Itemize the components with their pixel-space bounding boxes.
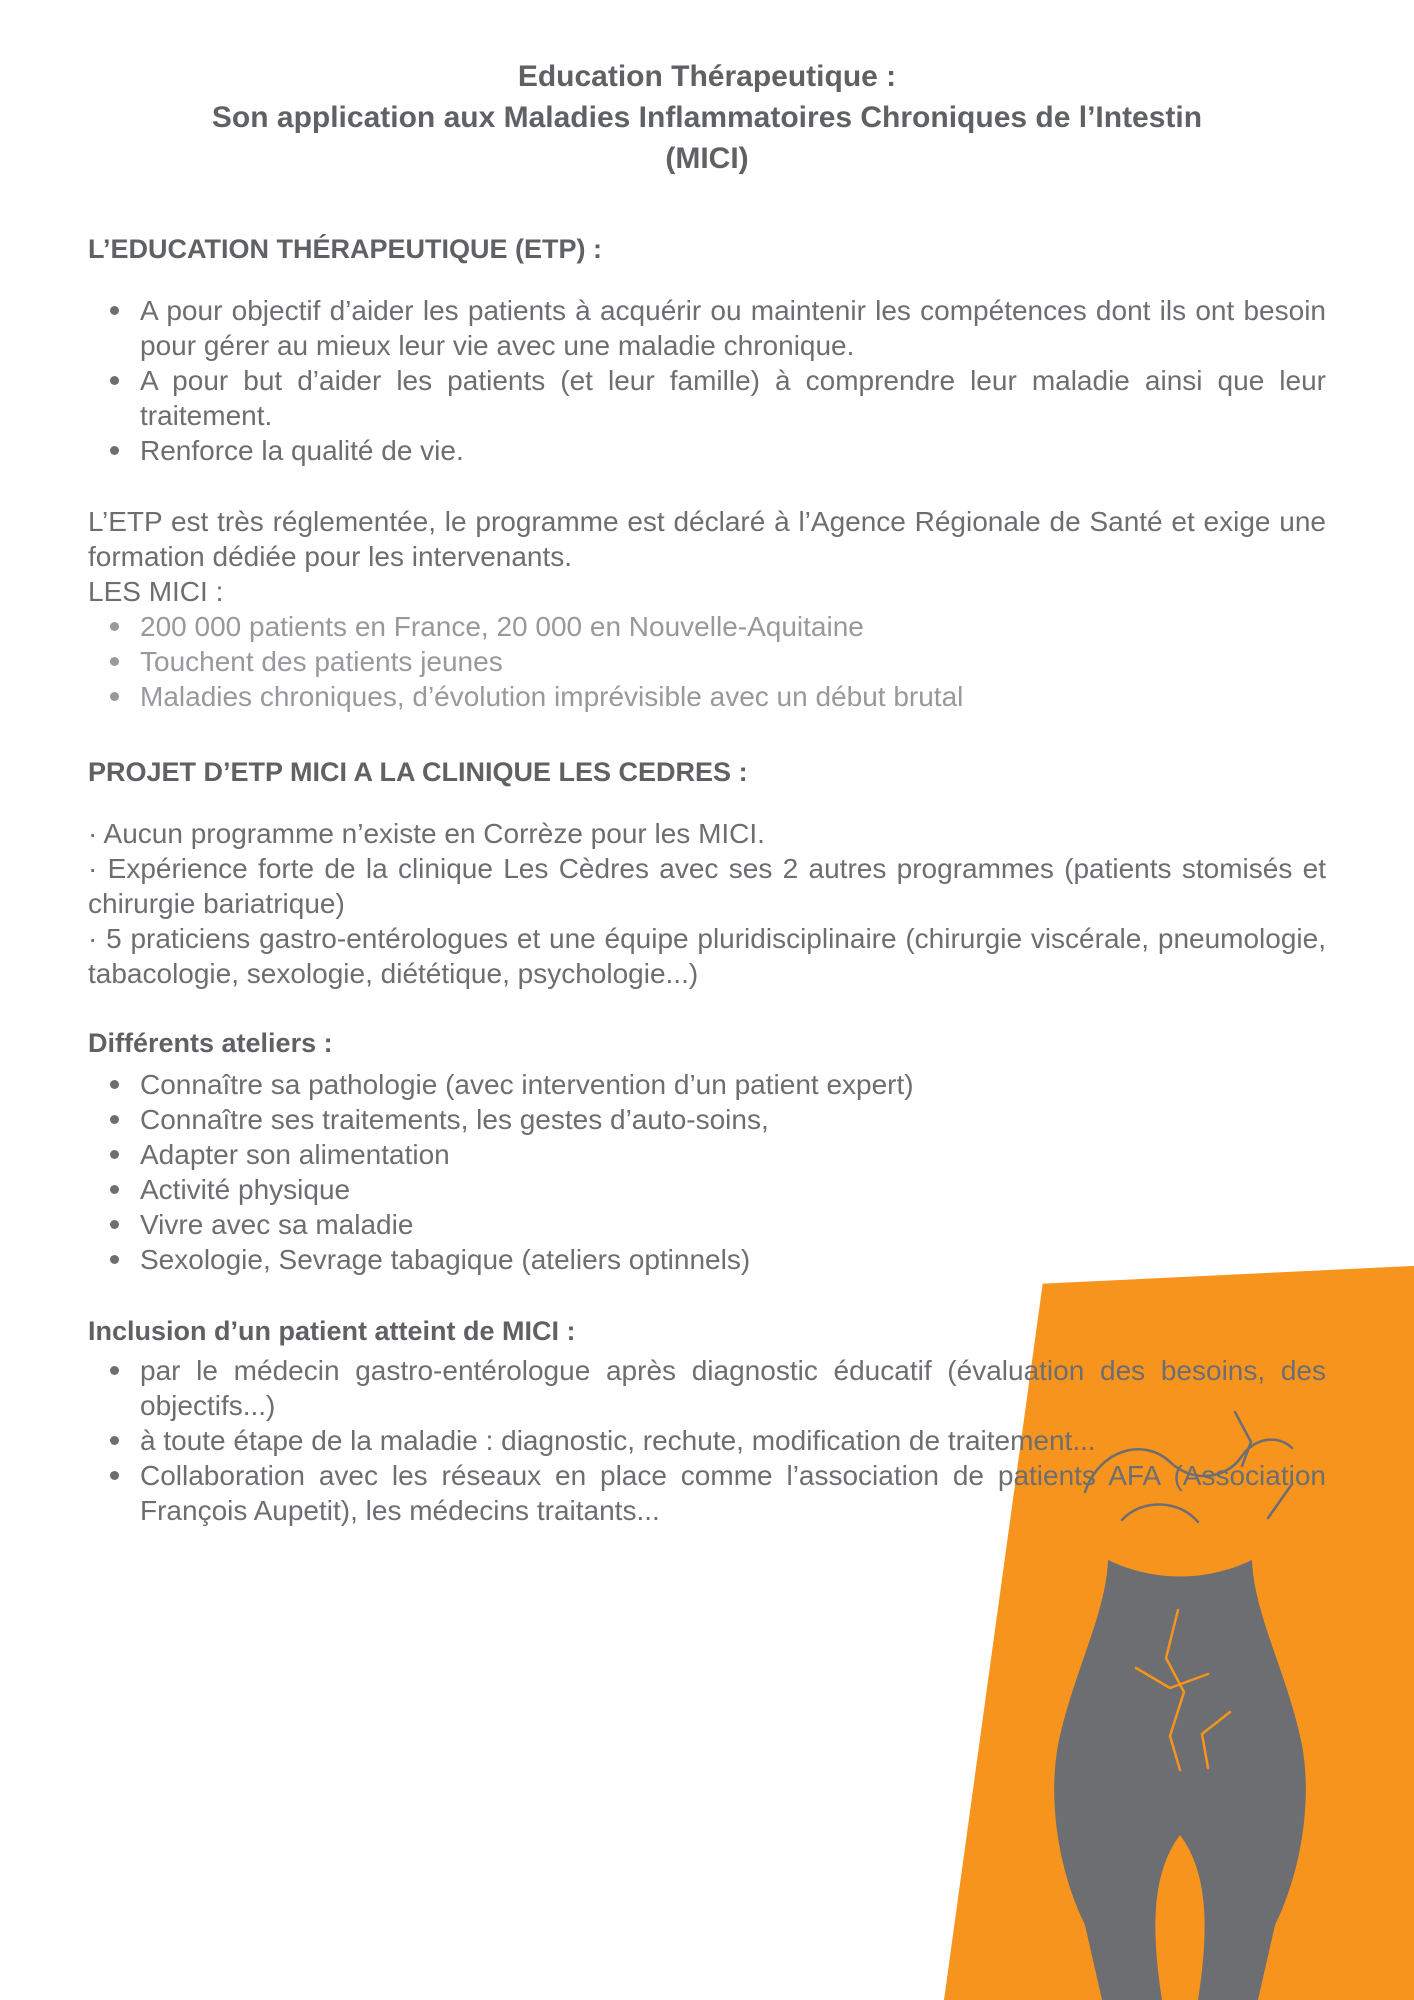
list-item: Activité physique	[88, 1172, 1326, 1207]
projet-item-list	[88, 816, 1326, 991]
projet-item: · 5 praticiens gastro-entérologues et une équipe pluridisciplinaire (chirurgie viscérale, pneumologie, tabacologie, sexologie, diététique, psychologie...)	[88, 923, 1326, 989]
document-title	[88, 0, 1326, 179]
title-line-1: Education Thérapeutique :	[517, 60, 897, 93]
section-etp	[88, 231, 1326, 714]
list-item: Connaître sa pathologie (avec intervention d’un patient expert)	[88, 1067, 1326, 1102]
projet-item: · Aucun programme n’existe en Corrèze pour les MICI.	[88, 818, 765, 849]
ateliers-bullet-list	[88, 1067, 1326, 1277]
list-item: par le médecin gastro-entérologue après diagnostic éducatif (évaluation des besoins, des objectifs...)	[88, 1353, 1326, 1423]
title-line-3: (MICI)	[665, 142, 749, 175]
mici-facts-list	[88, 609, 1326, 714]
list-item: Touchent des patients jeunes	[88, 644, 1326, 679]
list-item: Sexologie, Sevrage tabagique (ateliers optinnels)	[88, 1242, 1326, 1277]
title-line-2: Son application aux Maladies Inflammatoires Chroniques de l’Intestin	[211, 101, 1203, 134]
projet-heading: PROJET D’ETP MICI A LA CLINIQUE LES CEDRES :	[88, 757, 748, 787]
ateliers-heading: Différents ateliers :	[88, 1028, 333, 1058]
etp-heading: L’EDUCATION THÉRAPEUTIQUE (ETP) :	[88, 234, 603, 264]
section-inclusion	[88, 1313, 1326, 1528]
list-item: Vivre avec sa maladie	[88, 1207, 1326, 1242]
projet-item: · Expérience forte de la clinique Les Cèdres avec ses 2 autres programmes (patients stomisés et chirurgie bariatrique)	[88, 853, 1326, 919]
list-item: A pour but d’aider les patients (et leur famille) à comprendre leur maladie ainsi que leur traitement.	[88, 363, 1326, 433]
etp-regulation-paragraph: L’ETP est très réglementée, le programme est déclaré à l’Agence Régionale de Santé et exige une formation dédiée pour les intervenants.	[88, 506, 1326, 572]
list-item: Renforce la qualité de vie.	[88, 433, 1326, 468]
list-item: Collaboration avec les réseaux en place comme l’association de patients AFA (Association François Aupetit), les médecins traitants...	[88, 1458, 1326, 1528]
list-item: à toute étape de la maladie : diagnostic, rechute, modification de traitement...	[88, 1423, 1326, 1458]
section-projet	[88, 754, 1326, 991]
list-item: A pour objectif d’aider les patients à acquérir ou maintenir les compétences dont ils ont besoin pour gérer au mieux leur vie avec une maladie chronique.	[88, 293, 1326, 363]
les-mici-label: LES MICI :	[88, 576, 224, 607]
torso-silhouette	[1054, 1560, 1306, 2000]
list-item: 200 000 patients en France, 20 000 en Nouvelle-Aquitaine	[88, 609, 1326, 644]
section-ateliers	[88, 1025, 1326, 1277]
list-item: Adapter son alimentation	[88, 1137, 1326, 1172]
list-item: Connaître ses traitements, les gestes d’auto-soins,	[88, 1102, 1326, 1137]
etp-bullet-list	[88, 293, 1326, 468]
inclusion-heading: Inclusion d’un patient atteint de MICI :	[88, 1316, 576, 1346]
list-item: Maladies chroniques, d’évolution imprévisible avec un début brutal	[88, 679, 1326, 714]
inclusion-bullet-list	[88, 1353, 1326, 1528]
